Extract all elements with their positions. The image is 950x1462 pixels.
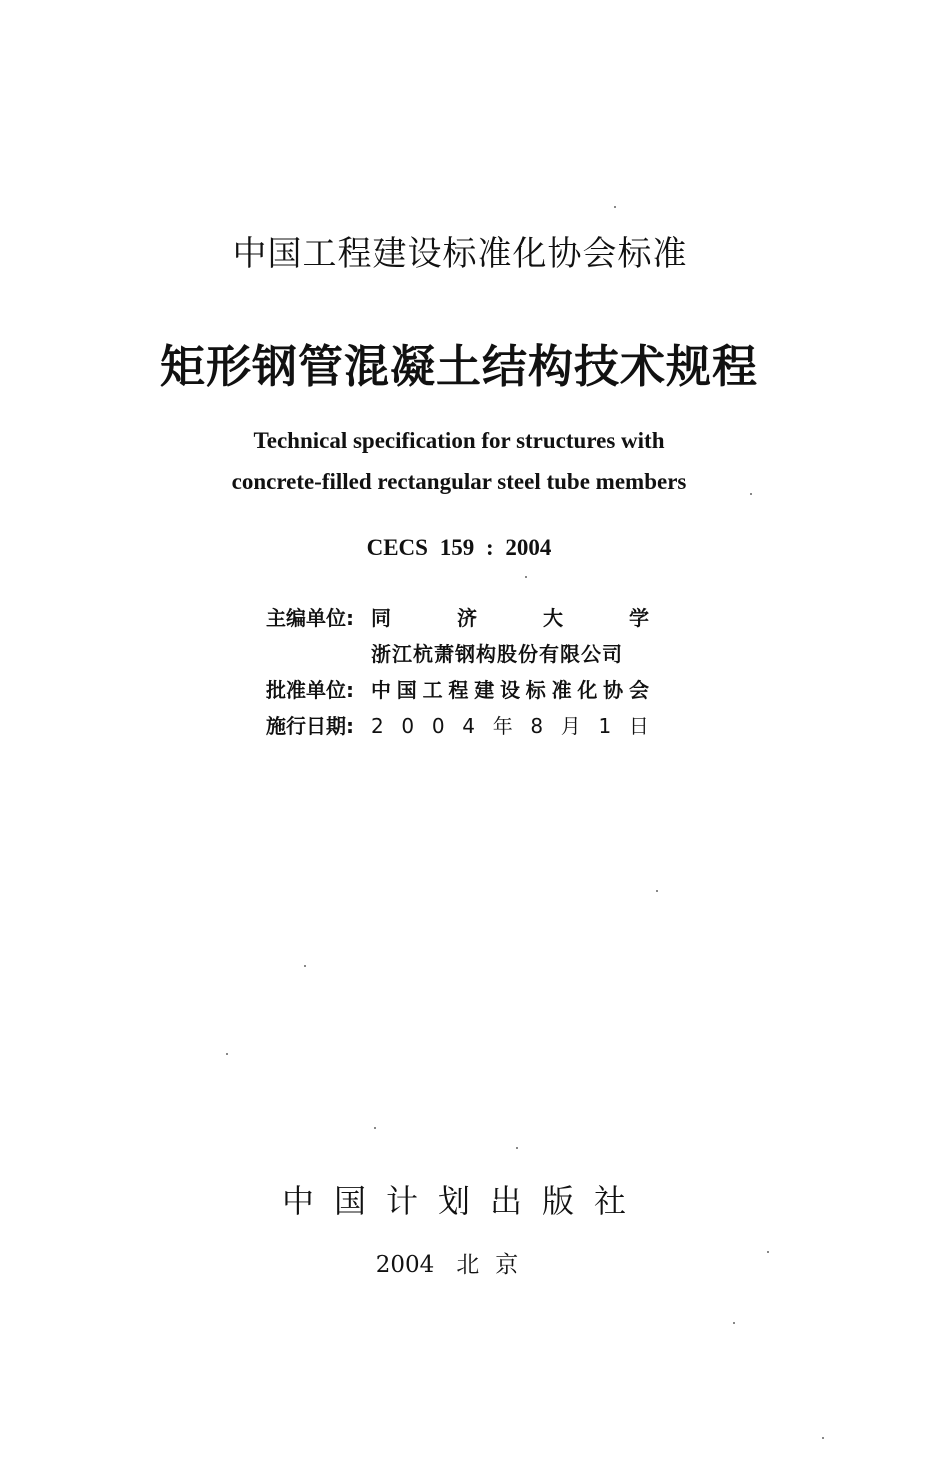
chief-unit-label: 主编单位: [266, 606, 354, 630]
imprint-city: 北京 [456, 1252, 535, 1278]
scan-speck [374, 1127, 376, 1129]
chief-unit-row [266, 600, 649, 636]
approval-unit-char: 工 [422, 678, 443, 702]
english-title-line-1: Technical specification for structures with [253, 428, 665, 453]
chinese-title: 矩形钢管混凝土结构技术规程 [159, 340, 758, 393]
scan-speck [767, 1251, 769, 1253]
approval-unit-char: 化 [577, 678, 598, 702]
chief-unit-1-char: 济 [457, 606, 477, 630]
effective-date-char: 4 [462, 714, 475, 738]
effective-date [371, 708, 649, 744]
publisher-name: 中国计划出版社 [281, 1182, 646, 1220]
approval-unit-label: 批准单位: [266, 678, 354, 702]
approval-unit-char: 标 [525, 678, 546, 702]
english-title-line-2: concrete-filled rectangular steel tube members [231, 469, 687, 494]
scan-speck [733, 1322, 735, 1324]
approval-unit-char: 程 [448, 678, 469, 702]
approval-unit-char: 会 [628, 678, 649, 702]
standard-series: 中国工程建设标准化协会标准 [232, 234, 688, 274]
chief-unit-1-char: 同 [371, 606, 391, 630]
effective-date-char: 年 [492, 714, 513, 738]
approval-unit-char: 国 [396, 678, 417, 702]
scan-speck [750, 493, 752, 495]
scan-speck [226, 1053, 228, 1055]
imprint-year: 2004 [375, 1252, 435, 1278]
approval-unit-char: 中 [371, 678, 391, 702]
effective-date-char: 日 [628, 714, 649, 738]
chief-unit-1 [371, 600, 649, 636]
chief-unit-1-char: 学 [629, 606, 649, 630]
scan-speck [304, 965, 306, 967]
scan-speck [822, 1437, 824, 1439]
effective-date-char: 8 [530, 714, 544, 738]
chief-unit-2: 浙江杭萧钢构股份有限公司 [371, 642, 623, 666]
scan-speck [525, 576, 527, 578]
scan-speck [614, 206, 616, 208]
chief-unit-1-char: 大 [543, 606, 563, 630]
approval-unit-char: 协 [603, 678, 624, 702]
scan-speck [656, 890, 658, 892]
chief-unit-2-row [266, 636, 649, 672]
effective-date-char: 0 [431, 714, 445, 738]
approval-unit-char: 准 [551, 678, 572, 702]
publication-info [266, 600, 649, 744]
approval-unit [371, 672, 649, 708]
effective-date-char: 0 [401, 714, 415, 738]
effective-date-char: 1 [598, 714, 612, 738]
english-title [0, 420, 918, 502]
standard-code: CECS 159 : 2004 [366, 535, 552, 560]
scan-speck [516, 1147, 518, 1149]
effective-date-row [266, 708, 649, 744]
effective-date-char: 月 [560, 714, 581, 738]
imprint [0, 1246, 910, 1279]
effective-date-label: 施行日期: [266, 714, 354, 738]
effective-date-char: 2 [371, 714, 384, 738]
approval-unit-row [266, 672, 649, 708]
approval-unit-char: 设 [499, 678, 520, 702]
approval-unit-char: 建 [474, 678, 495, 702]
